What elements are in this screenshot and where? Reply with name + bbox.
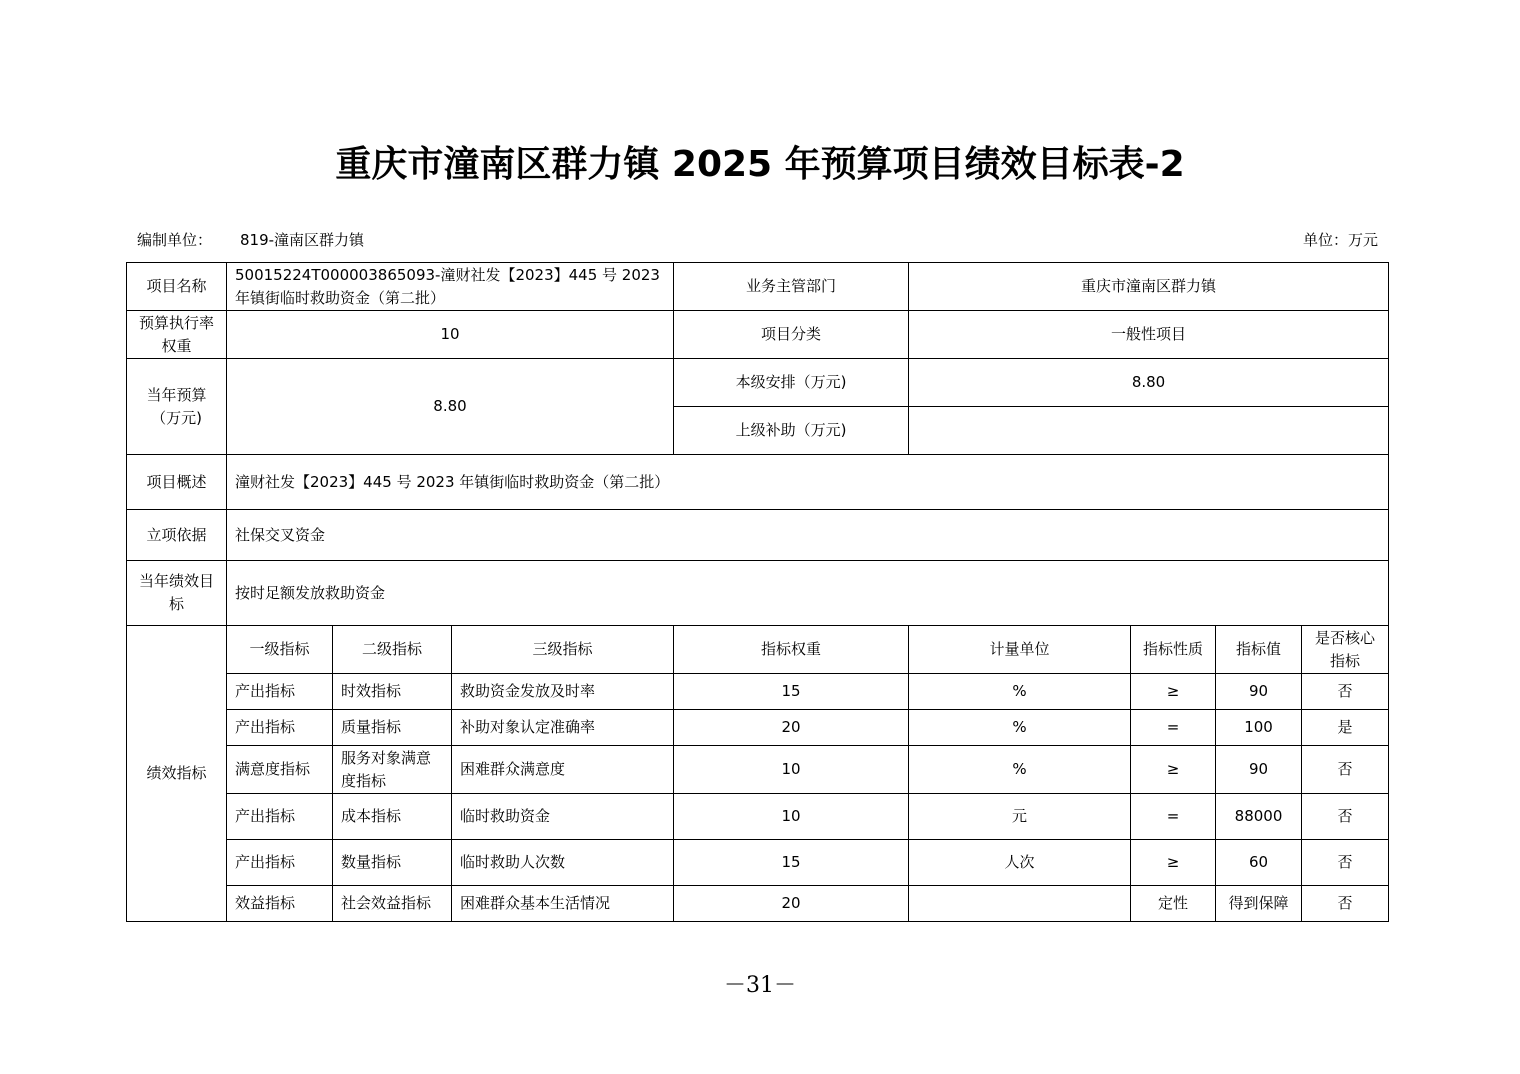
header-unit: 计量单位 bbox=[909, 626, 1131, 674]
level2-cell: 时效指标 bbox=[333, 674, 452, 710]
header-level3: 三级指标 bbox=[452, 626, 674, 674]
weight-cell: 20 bbox=[674, 710, 909, 746]
core-cell: 否 bbox=[1302, 674, 1389, 710]
row-exec-weight bbox=[127, 311, 1389, 359]
compiling-unit-value: 819-潼南区群力镇 bbox=[240, 231, 365, 249]
performance-table bbox=[126, 262, 1389, 922]
level2-cell: 服务对象满意度指标 bbox=[333, 746, 452, 794]
weight-cell: 10 bbox=[674, 794, 909, 840]
level1-cell: 效益指标 bbox=[227, 886, 333, 922]
indicator-section-label: 绩效指标 bbox=[127, 626, 227, 922]
row-project-name bbox=[127, 263, 1389, 311]
project-name-label: 项目名称 bbox=[127, 263, 227, 311]
level2-cell: 质量指标 bbox=[333, 710, 452, 746]
nature-cell: ≥ bbox=[1131, 746, 1216, 794]
value-cell: 88000 bbox=[1216, 794, 1302, 840]
table-row bbox=[127, 674, 1389, 710]
level3-cell: 临时救助人次数 bbox=[452, 840, 674, 886]
table-row bbox=[127, 710, 1389, 746]
value-cell: 90 bbox=[1216, 674, 1302, 710]
level3-cell: 困难群众满意度 bbox=[452, 746, 674, 794]
weight-cell: 15 bbox=[674, 840, 909, 886]
category-value: 一般性项目 bbox=[909, 311, 1389, 359]
core-cell: 否 bbox=[1302, 840, 1389, 886]
level1-cell: 满意度指标 bbox=[227, 746, 333, 794]
nature-cell: = bbox=[1131, 710, 1216, 746]
unit-cell: 元 bbox=[909, 794, 1131, 840]
table-row bbox=[127, 840, 1389, 886]
nature-cell: 定性 bbox=[1131, 886, 1216, 922]
value-cell: 60 bbox=[1216, 840, 1302, 886]
basis-value: 社保交叉资金 bbox=[227, 510, 1389, 561]
weight-cell: 20 bbox=[674, 886, 909, 922]
nature-cell: ≥ bbox=[1131, 674, 1216, 710]
level1-cell: 产出指标 bbox=[227, 674, 333, 710]
level3-cell: 救助资金发放及时率 bbox=[452, 674, 674, 710]
header-level1: 一级指标 bbox=[227, 626, 333, 674]
indicator-header-row bbox=[127, 626, 1389, 674]
row-budget bbox=[127, 359, 1389, 407]
weight-cell: 15 bbox=[674, 674, 909, 710]
budget-value: 8.80 bbox=[227, 359, 674, 455]
level3-cell: 补助对象认定准确率 bbox=[452, 710, 674, 746]
core-cell: 是 bbox=[1302, 710, 1389, 746]
header-value: 指标值 bbox=[1216, 626, 1302, 674]
header-nature: 指标性质 bbox=[1131, 626, 1216, 674]
level1-cell: 产出指标 bbox=[227, 794, 333, 840]
local-value: 8.80 bbox=[909, 359, 1389, 407]
level2-cell: 社会效益指标 bbox=[333, 886, 452, 922]
unit-cell: % bbox=[909, 710, 1131, 746]
core-cell: 否 bbox=[1302, 746, 1389, 794]
dept-label: 业务主管部门 bbox=[674, 263, 909, 311]
exec-weight-label: 预算执行率权重 bbox=[127, 311, 227, 359]
overview-value: 潼财社发【2023】445 号 2023 年镇街临时救助资金（第二批） bbox=[227, 455, 1389, 510]
compiling-unit bbox=[137, 229, 364, 250]
overview-label: 项目概述 bbox=[127, 455, 227, 510]
table-row bbox=[127, 886, 1389, 922]
table-row bbox=[127, 794, 1389, 840]
value-cell: 100 bbox=[1216, 710, 1302, 746]
project-name-value: 50015224T000003865093-潼财社发【2023】445 号 2023 年镇街临时救助资金（第二批） bbox=[227, 263, 674, 311]
unit-cell: % bbox=[909, 746, 1131, 794]
value-cell: 得到保障 bbox=[1216, 886, 1302, 922]
nature-cell: = bbox=[1131, 794, 1216, 840]
weight-cell: 10 bbox=[674, 746, 909, 794]
level2-cell: 数量指标 bbox=[333, 840, 452, 886]
goal-value: 按时足额发放救助资金 bbox=[227, 561, 1389, 626]
level2-cell: 成本指标 bbox=[333, 794, 452, 840]
local-label: 本级安排（万元) bbox=[674, 359, 909, 407]
unit-cell bbox=[909, 886, 1131, 922]
unit-cell: 人次 bbox=[909, 840, 1131, 886]
row-overview bbox=[127, 455, 1389, 510]
dept-value: 重庆市潼南区群力镇 bbox=[909, 263, 1389, 311]
row-basis bbox=[127, 510, 1389, 561]
category-label: 项目分类 bbox=[674, 311, 909, 359]
level1-cell: 产出指标 bbox=[227, 840, 333, 886]
row-goal bbox=[127, 561, 1389, 626]
nature-cell: ≥ bbox=[1131, 840, 1216, 886]
currency-unit: 单位：万元 bbox=[1302, 231, 1378, 249]
compiling-unit-label: 编制单位： bbox=[137, 231, 213, 249]
table-row bbox=[127, 746, 1389, 794]
upper-value bbox=[909, 407, 1389, 455]
exec-weight-value: 10 bbox=[227, 311, 674, 359]
header-weight: 指标权重 bbox=[674, 626, 909, 674]
budget-label: 当年预算（万元) bbox=[127, 359, 227, 455]
goal-label: 当年绩效目标 bbox=[127, 561, 227, 626]
unit-cell: % bbox=[909, 674, 1131, 710]
header-level2: 二级指标 bbox=[333, 626, 452, 674]
level3-cell: 临时救助资金 bbox=[452, 794, 674, 840]
page-title: 重庆市潼南区群力镇 2025 年预算项目绩效目标表-2 bbox=[335, 144, 1185, 185]
upper-label: 上级补助（万元) bbox=[674, 407, 909, 455]
value-cell: 90 bbox=[1216, 746, 1302, 794]
level1-cell: 产出指标 bbox=[227, 710, 333, 746]
level3-cell: 困难群众基本生活情况 bbox=[452, 886, 674, 922]
core-cell: 否 bbox=[1302, 794, 1389, 840]
core-cell: 否 bbox=[1302, 886, 1389, 922]
page-number: －31－ bbox=[724, 973, 796, 998]
basis-label: 立项依据 bbox=[127, 510, 227, 561]
header-core: 是否核心指标 bbox=[1302, 626, 1389, 674]
